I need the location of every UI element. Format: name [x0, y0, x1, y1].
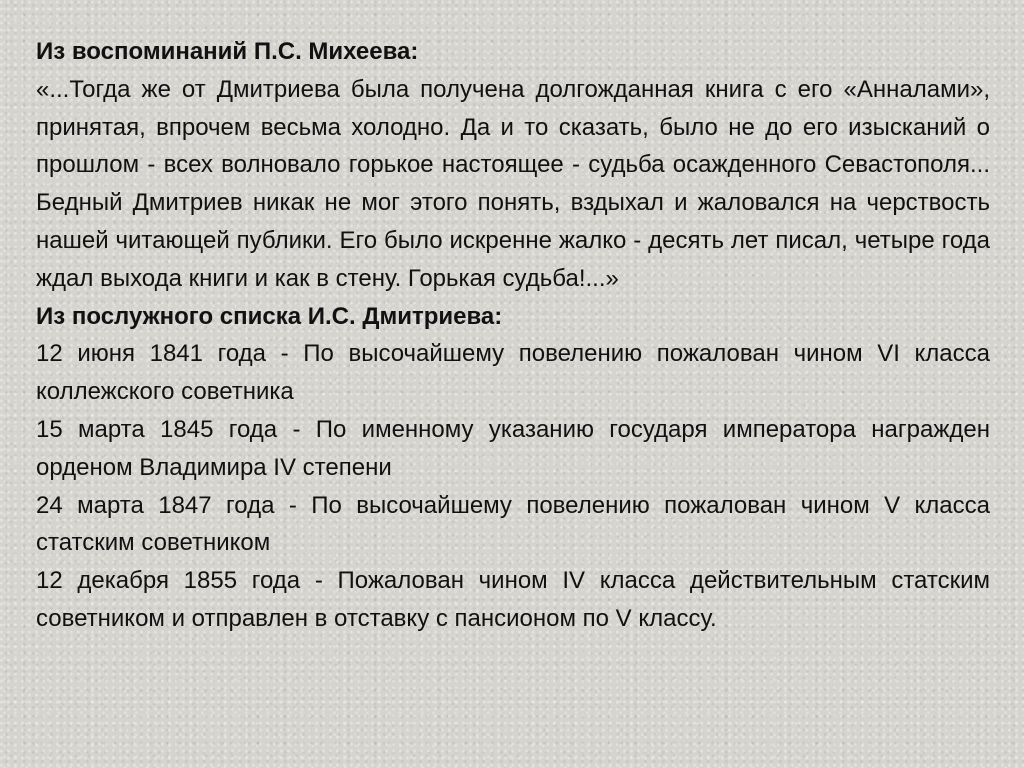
slide-content	[36, 33, 990, 743]
service-record-entry: 12 декабря 1855 года - Пожалован чином IV класса действительным статским советником и отправлен в отставку с пансионом по V классу.	[36, 567, 990, 632]
service-record-heading: Из послужного списка И.С. Дмитриева:	[36, 302, 503, 330]
service-record-entry: 12 июня 1841 года - По высочайшему повелению пожалован чином VI класса коллежского советника	[36, 340, 990, 406]
memoir-quote: «...Тогда же от Дмитриева была получена долгожданная книга с его «Анналами», принятая, впрочем весьма холодно. Да и то сказать, было не до его изысканий о прошлом - всех волновало горькое настоящее - судьба осажденного Севастополя... Бедный Дмитриев никак не мог этого понять, вздыхал и жаловался на черствость нашей читающей публики. Его было искренне жалко - десять лет писал, четыре года ждал выхода книги и как в стену. Горькая судьба!...»	[36, 75, 990, 292]
memoir-heading: Из воспоминаний П.С. Михеева:	[36, 38, 419, 65]
service-record-entry: 15 марта 1845 года - По именному указанию государя императора награжден орденом Владимира IV степени	[36, 415, 990, 481]
service-record-entry: 24 марта 1847 года - По высочайшему повелению пожалован чином V класса статским советником	[36, 491, 990, 557]
